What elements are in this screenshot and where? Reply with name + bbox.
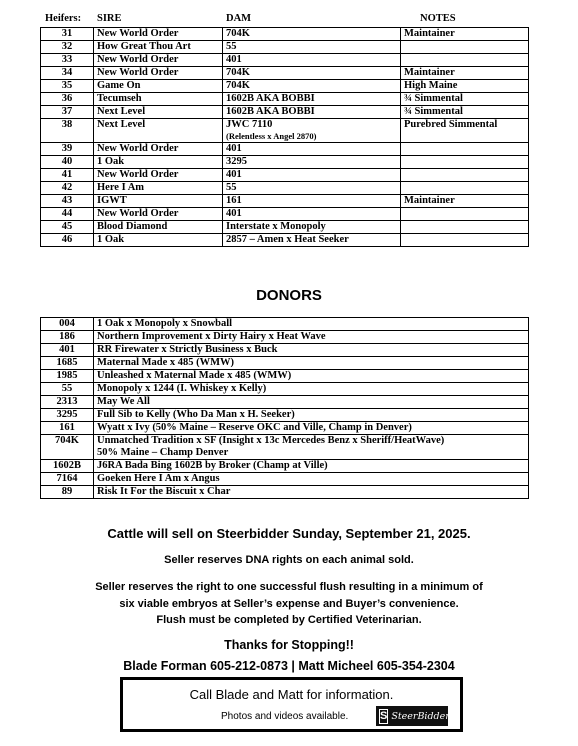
heifer-sire: Blood Diamond (94, 221, 223, 234)
heifer-notes: ¾ Simmental (401, 106, 529, 119)
heifer-dam-name: 55 (226, 41, 237, 52)
donor-description (94, 344, 529, 357)
heifer-row (41, 106, 529, 119)
heifer-dam-name: 704K (226, 28, 250, 39)
heifer-row (41, 119, 529, 143)
heifer-number: 43 (41, 195, 94, 208)
steerbidder-logo (376, 706, 448, 726)
donor-number: 704K (41, 435, 94, 460)
info-box-title: Call Blade and Matt for information. (189, 687, 394, 702)
info-box-subtitle: Photos and videos available. (221, 711, 349, 722)
donor-description (94, 357, 529, 370)
donor-pedigree: J6RA Bada Bing 1602B by Broker (Champ at Ville) (97, 460, 328, 471)
thanks-message: Thanks for Stopping!! (224, 638, 354, 652)
heifer-dam-name: 161 (226, 195, 242, 206)
donor-pedigree: Full Sib to Kelly (Who Da Man x H. Seeker) (97, 409, 295, 420)
heifer-row (41, 195, 529, 208)
steerbidder-logo-text: SteerBidder (391, 710, 450, 722)
donor-pedigree: 1 Oak x Monopoly x Snowball (97, 318, 233, 329)
header-sire: SIRE (97, 13, 122, 24)
heifer-dam-name: 55 (226, 182, 237, 193)
heifers-table-header (40, 13, 528, 27)
heifer-number: 31 (41, 28, 94, 41)
flush-line-1: Seller reserves the right to one successful flush resulting in a minimum of (95, 581, 483, 593)
heifer-dam (223, 93, 401, 106)
heifer-row (41, 93, 529, 106)
heifer-row (41, 208, 529, 221)
heifer-sire: Here I Am (94, 182, 223, 195)
donor-row (41, 486, 529, 499)
heifer-dam-name: 3295 (226, 156, 247, 167)
donor-number: 3295 (41, 409, 94, 422)
header-heifers: Heifers: (45, 13, 82, 24)
heifer-sire: Tecumseh (94, 93, 223, 106)
donor-row (41, 344, 529, 357)
info-box (120, 677, 463, 732)
donors-title: DONORS (256, 287, 322, 304)
heifer-notes: High Maine (401, 80, 529, 93)
donor-row (41, 435, 529, 460)
heifer-number: 33 (41, 54, 94, 67)
heifer-dam-name: 1602B AKA BOBBI (226, 106, 315, 117)
header-dam: DAM (226, 13, 252, 24)
donor-description (94, 422, 529, 435)
donor-description (94, 396, 529, 409)
donor-pedigree: Risk It For the Biscuit x Char (97, 486, 231, 497)
donor-description (94, 473, 529, 486)
donor-pedigree: Goeken Here I Am x Angus (97, 473, 220, 484)
heifer-dam-pedigree: (Relentless x Angel 2870) (226, 131, 317, 141)
heifer-notes: Maintainer (401, 195, 529, 208)
heifer-number: 35 (41, 80, 94, 93)
heifer-dam (223, 195, 401, 208)
heifer-dam (223, 67, 401, 80)
donor-description (94, 460, 529, 473)
donor-number: 1985 (41, 370, 94, 383)
heifer-dam-name: 704K (226, 80, 250, 91)
steerbidder-logo-icon: S (380, 709, 388, 722)
heifer-dam-name: 401 (226, 169, 242, 180)
heifer-number: 34 (41, 67, 94, 80)
heifer-dam (223, 221, 401, 234)
donor-number: 161 (41, 422, 94, 435)
heifer-row (41, 182, 529, 195)
heifer-dam (223, 208, 401, 221)
heifer-number: 32 (41, 41, 94, 54)
donor-row (41, 383, 529, 396)
flush-terms (0, 579, 578, 629)
header-notes: NOTES (420, 13, 456, 24)
donor-description (94, 318, 529, 331)
donor-row (41, 473, 529, 486)
donor-number: 1685 (41, 357, 94, 370)
donors-table (40, 317, 529, 499)
heifer-dam (223, 156, 401, 169)
heifer-sire: New World Order (94, 208, 223, 221)
heifer-row (41, 28, 529, 41)
heifer-row (41, 169, 529, 182)
heifer-number: 42 (41, 182, 94, 195)
donor-number: 004 (41, 318, 94, 331)
flush-line-2: six viable embryos at Seller’s expense and Buyer’s convenience. (119, 597, 459, 610)
heifer-sire: Next Level (94, 106, 223, 119)
donor-description (94, 486, 529, 499)
heifer-row (41, 41, 529, 54)
heifer-dam-name: 401 (226, 208, 242, 219)
heifer-dam (223, 54, 401, 67)
heifer-row (41, 143, 529, 156)
heifer-sire: New World Order (94, 143, 223, 156)
heifer-sire: 1 Oak (94, 234, 223, 247)
heifer-notes (401, 143, 529, 156)
heifer-dam-name: 2857 – Amen x Heat Seeker (226, 234, 349, 245)
heifer-sire: IGWT (94, 195, 223, 208)
donor-description (94, 409, 529, 422)
heifer-number: 45 (41, 221, 94, 234)
heifer-sire: New World Order (94, 28, 223, 41)
heifer-sire: New World Order (94, 67, 223, 80)
heifer-notes: Maintainer (401, 28, 529, 41)
donor-number: 89 (41, 486, 94, 499)
heifer-notes (401, 182, 529, 195)
heifer-sire: New World Order (94, 54, 223, 67)
donor-row (41, 396, 529, 409)
flush-line-3: Flush must be completed by Certified Veterinarian. (156, 614, 422, 626)
heifer-number: 36 (41, 93, 94, 106)
donor-description (94, 435, 529, 460)
heifer-dam (223, 28, 401, 41)
heifer-dam (223, 182, 401, 195)
heifer-sire: How Great Thou Art (94, 41, 223, 54)
heifers-table (40, 27, 529, 247)
donor-pedigree: RR Firewater x Strictly Business x Buck (97, 344, 278, 355)
donor-number: 2313 (41, 396, 94, 409)
donor-pedigree-extra: 50% Maine – Champ Denver (97, 447, 229, 458)
donor-pedigree: Northern Improvement x Dirty Hairy x Heat Wave (97, 331, 326, 342)
heifer-number: 37 (41, 106, 94, 119)
donor-description (94, 331, 529, 344)
heifer-number: 38 (41, 119, 94, 143)
heifer-notes (401, 54, 529, 67)
heifer-notes (401, 221, 529, 234)
heifer-dam (223, 234, 401, 247)
donor-row (41, 409, 529, 422)
heifer-dam-name: 704K (226, 67, 250, 78)
heifer-notes (401, 169, 529, 182)
heifer-dam-name: JWC 7110 (226, 119, 273, 130)
donor-row (41, 318, 529, 331)
dna-rights-note: Seller reserves DNA rights on each animal sold. (164, 554, 414, 566)
contact-line: Blade Forman 605-212-0873 | Matt Micheel 605-354-2304 (123, 659, 455, 673)
heifer-number: 40 (41, 156, 94, 169)
heifer-notes (401, 41, 529, 54)
heifer-notes (401, 156, 529, 169)
heifer-number: 44 (41, 208, 94, 221)
heifer-dam (223, 41, 401, 54)
heifer-row (41, 156, 529, 169)
donor-number: 7164 (41, 473, 94, 486)
heifer-dam (223, 80, 401, 93)
heifer-row (41, 67, 529, 80)
heifer-row (41, 234, 529, 247)
heifer-number: 41 (41, 169, 94, 182)
heifer-dam (223, 143, 401, 156)
heifer-dam-name: 401 (226, 54, 242, 65)
sale-announcement: Cattle will sell on Steerbidder Sunday, September 21, 2025. (107, 526, 471, 541)
heifer-dam (223, 119, 401, 143)
donor-description (94, 383, 529, 396)
donor-description (94, 370, 529, 383)
heifer-number: 46 (41, 234, 94, 247)
heifer-row (41, 80, 529, 93)
donor-number: 1602B (41, 460, 94, 473)
heifer-dam-name: 1602B AKA BOBBI (226, 93, 315, 104)
heifer-dam (223, 169, 401, 182)
heifer-row (41, 221, 529, 234)
heifer-dam-name: 401 (226, 143, 242, 154)
donor-pedigree: Unleashed x Maternal Made x 485 (WMW) (97, 370, 292, 381)
donor-row (41, 357, 529, 370)
heifer-dam (223, 106, 401, 119)
donor-row (41, 460, 529, 473)
heifer-sire: Game On (94, 80, 223, 93)
donor-row (41, 370, 529, 383)
donor-pedigree: Maternal Made x 485 (WMW) (97, 357, 235, 368)
heifer-notes: ¾ Simmental (401, 93, 529, 106)
heifer-sire: New World Order (94, 169, 223, 182)
donor-number: 186 (41, 331, 94, 344)
heifer-number: 39 (41, 143, 94, 156)
heifer-sire: Next Level (94, 119, 223, 143)
donor-pedigree: May We All (97, 396, 150, 407)
donor-number: 55 (41, 383, 94, 396)
heifer-notes: Purebred Simmental (401, 119, 529, 143)
heifer-notes (401, 234, 529, 247)
heifer-row (41, 54, 529, 67)
donor-pedigree: Monopoly x 1244 (I. Whiskey x Kelly) (97, 383, 267, 394)
heifer-notes: Maintainer (401, 67, 529, 80)
heifer-sire: 1 Oak (94, 156, 223, 169)
heifer-dam-name: Interstate x Monopoly (226, 221, 326, 232)
donor-row (41, 331, 529, 344)
donor-pedigree: Unmatched Tradition x SF (Insight x 13c Mercedes Benz x Sheriff/HeatWave) (97, 435, 445, 446)
donor-row (41, 422, 529, 435)
heifer-notes (401, 208, 529, 221)
donor-pedigree: Wyatt x Ivy (50% Maine – Reserve OKC and Ville, Champ in Denver) (97, 422, 412, 433)
donor-number: 401 (41, 344, 94, 357)
